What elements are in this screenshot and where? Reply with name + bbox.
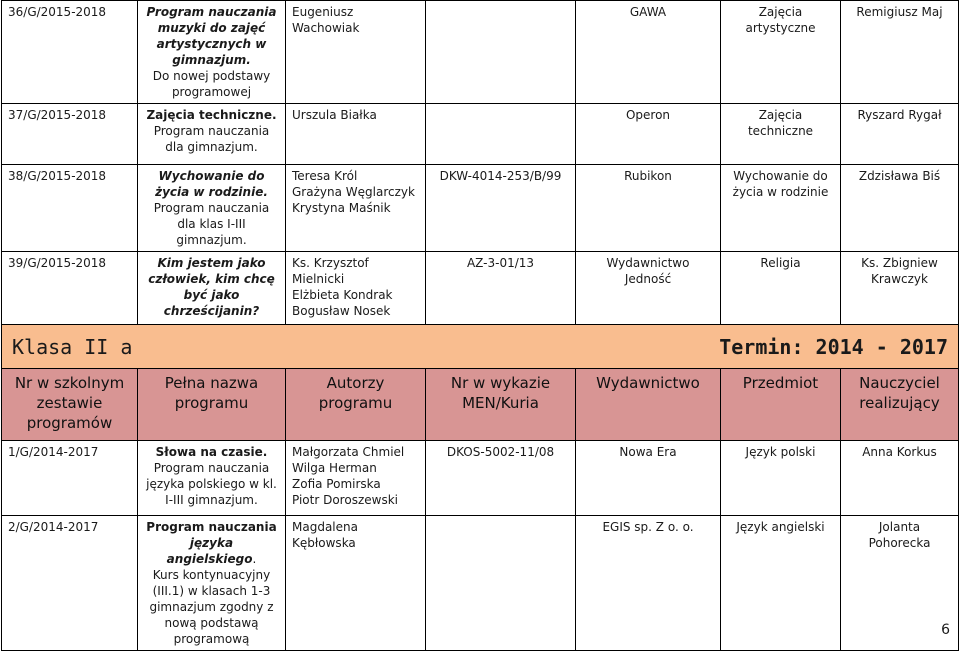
nauczyciel-cell: Anna Korkus xyxy=(841,441,959,516)
table-row xyxy=(2,516,959,651)
author: Teresa Król xyxy=(292,169,358,183)
header-przedmiot: Przedmiot xyxy=(721,369,841,441)
table-row xyxy=(2,1,959,104)
program-sub: Program nauczania dla klas I-III gimnazjum. xyxy=(153,201,270,247)
author: Eugeniusz Wachowiak xyxy=(292,5,360,35)
program-title-dot: . xyxy=(252,552,257,566)
row-nr: 2/G/2014-2017 xyxy=(2,516,138,651)
row-nr: 1/G/2014-2017 xyxy=(2,441,138,516)
header-wydawnictwo: Wydawnictwo xyxy=(576,369,721,441)
przedmiot-cell: Język angielski xyxy=(721,516,841,651)
program-name-cell xyxy=(138,252,286,325)
authors-cell xyxy=(286,252,426,325)
wydawnictwo-cell: EGIS sp. Z o. o. xyxy=(576,516,721,651)
term-label: Termin: 2014 - 2017 xyxy=(719,334,948,359)
nauczyciel-cell: Remigiusz Maj xyxy=(841,1,959,104)
wykaz-cell: DKW-4014-253/B/99 xyxy=(426,165,576,252)
program-name-cell xyxy=(138,104,286,165)
author: Wilga Herman xyxy=(292,461,377,475)
wykaz-cell xyxy=(426,1,576,104)
wydawnictwo-cell: Operon xyxy=(576,104,721,165)
nauczyciel-cell: Ryszard Rygał xyxy=(841,104,959,165)
program-title: Zajęcia techniczne. xyxy=(146,108,277,122)
row-nr: 38/G/2015-2018 xyxy=(2,165,138,252)
program-title-subject: języka angielskiego xyxy=(166,536,253,566)
header-nazwa: Pełna nazwa programu xyxy=(138,369,286,441)
author: Bogusław Nosek xyxy=(292,304,391,318)
author: Piotr Doroszewski xyxy=(292,493,398,507)
author: Zofia Pomirska xyxy=(292,477,381,491)
authors-cell xyxy=(286,441,426,516)
wykaz-cell: AZ-3-01/13 xyxy=(426,252,576,325)
header-autorzy: Autorzy programu xyxy=(286,369,426,441)
program-sub: Kurs kontynuacyjny (III.1) w klasach 1-3 gimnazjum zgodny z nową podstawą programową xyxy=(149,568,274,646)
wydawnictwo-cell: Wydawnictwo Jedność xyxy=(576,252,721,325)
table-header-row xyxy=(2,369,959,441)
page-number: 6 xyxy=(941,622,950,638)
program-title: Wychowanie do życia w rodzinie. xyxy=(155,169,268,199)
author: Małgorzata Chmiel xyxy=(292,445,405,459)
row-nr: 37/G/2015-2018 xyxy=(2,104,138,165)
program-name-cell xyxy=(138,441,286,516)
wykaz-cell xyxy=(426,104,576,165)
przedmiot-cell: Religia xyxy=(721,252,841,325)
wykaz-cell: DKOS-5002-11/08 xyxy=(426,441,576,516)
author: Magdalena Kębłowska xyxy=(292,520,358,550)
program-name-cell xyxy=(138,165,286,252)
wydawnictwo-cell: GAWA xyxy=(576,1,721,104)
program-title: Program nauczania muzyki do zajęć artystycznych w gimnazjum. xyxy=(146,5,277,67)
class-banner xyxy=(2,325,959,369)
authors-cell xyxy=(286,165,426,252)
przedmiot-cell: Zajęcia techniczne xyxy=(721,104,841,165)
table-row xyxy=(2,104,959,165)
author: Elżbieta Kondrak xyxy=(292,288,393,302)
program-sub: Program nauczania języka polskiego w kl. I-III gimnazjum. xyxy=(146,461,277,507)
header-wykaz: Nr w wykazie MEN/Kuria xyxy=(426,369,576,441)
programs-table xyxy=(1,0,959,651)
program-name-cell xyxy=(138,1,286,104)
row-nr: 36/G/2015-2018 xyxy=(2,1,138,104)
przedmiot-cell: Język polski xyxy=(721,441,841,516)
author: Krystyna Maśnik xyxy=(292,201,391,215)
table-row xyxy=(2,252,959,325)
wydawnictwo-cell: Rubikon xyxy=(576,165,721,252)
class-banner-row xyxy=(2,325,959,369)
header-nr: Nr w szkolnym zestawie programów xyxy=(2,369,138,441)
nauczyciel-cell: Ks. Zbigniew Krawczyk xyxy=(841,252,959,325)
row-nr: 39/G/2015-2018 xyxy=(2,252,138,325)
header-nauczyciel: Nauczyciel realizujący xyxy=(841,369,959,441)
author: Ks. Krzysztof Mielnicki xyxy=(292,256,369,286)
class-label: Klasa II a xyxy=(12,334,133,359)
program-title: Słowa na czasie. xyxy=(155,445,268,459)
nauczyciel-cell: Zdzisława Biś xyxy=(841,165,959,252)
program-sub: Program nauczania dla gimnazjum. xyxy=(153,124,270,154)
authors-cell xyxy=(286,104,426,165)
author: Grażyna Węglarczyk xyxy=(292,185,415,199)
program-name-cell xyxy=(138,516,286,651)
authors-cell xyxy=(286,1,426,104)
program-title: Kim jestem jako człowiek, kim chcę być jako chrześcijanin? xyxy=(148,256,275,318)
przedmiot-cell: Wychowanie do życia w rodzinie xyxy=(721,165,841,252)
table-row xyxy=(2,441,959,516)
author: Urszula Białka xyxy=(292,108,377,122)
wykaz-cell xyxy=(426,516,576,651)
program-sub: Do nowej podstawy programowej xyxy=(152,69,271,99)
nauczyciel-cell: Jolanta Pohorecka xyxy=(841,516,959,651)
przedmiot-cell: Zajęcia artystyczne xyxy=(721,1,841,104)
program-title: Program nauczania xyxy=(146,520,277,534)
authors-cell xyxy=(286,516,426,651)
table-row xyxy=(2,165,959,252)
wydawnictwo-cell: Nowa Era xyxy=(576,441,721,516)
